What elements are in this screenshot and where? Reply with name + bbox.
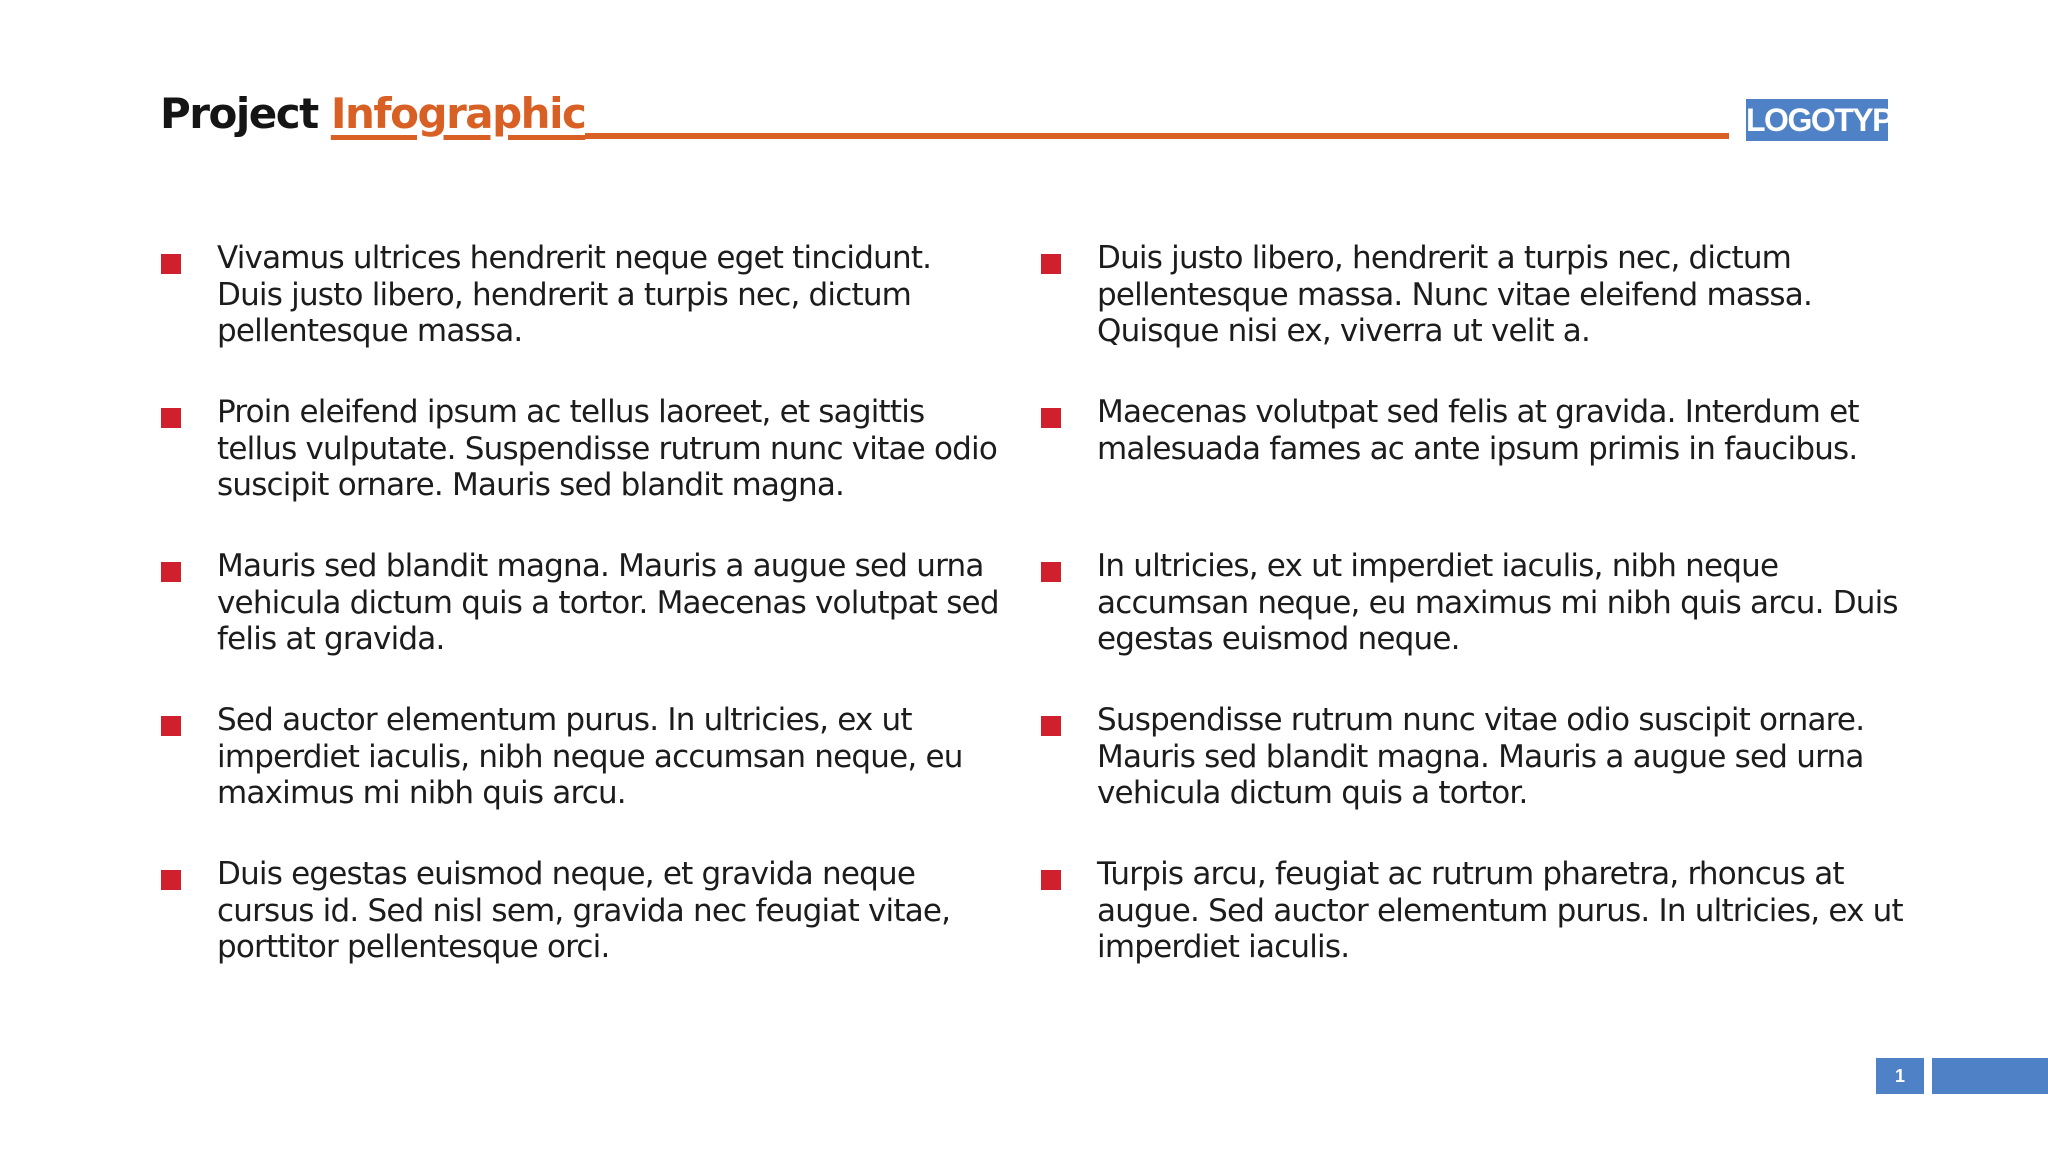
header-divider [585, 133, 1729, 139]
bullet-square-icon [1041, 408, 1061, 428]
bullet-square-icon [161, 254, 181, 274]
list-item-text: Turpis arcu, feugiat ac rutrum pharetra, rhoncus at augue. Sed auctor elementum purus. In ultricies, ex ut imperdiet iaculis. [1097, 856, 1903, 965]
title-infographic: Infographic [330, 89, 586, 138]
list-item-text: Sed auctor elementum purus. In ultricies, ex ut imperdiet iaculis, nibh neque accumsan neque, eu maximus mi nibh quis arcu. [217, 702, 963, 811]
bullet-square-icon [1041, 870, 1061, 890]
list-item [160, 856, 1000, 1010]
list-item [160, 548, 1000, 702]
list-item-text: Mauris sed blandit magna. Mauris a augue sed urna vehicula dictum quis a tortor. Maecenas volutpat sed felis at gravida. [217, 548, 999, 657]
list-item [1040, 702, 1920, 856]
list-item-text: Maecenas volutpat sed felis at gravida. Interdum et malesuada fames ac ante ipsum primis in faucibus. [1097, 394, 1859, 467]
bullet-square-icon [161, 716, 181, 736]
right-column [1040, 240, 1920, 1010]
list-item [160, 702, 1000, 856]
list-item-text: Vivamus ultrices hendrerit neque eget tincidunt. Duis justo libero, hendrerit a turpis nec, dictum pellentesque massa. [217, 240, 932, 349]
bullet-square-icon [161, 870, 181, 890]
list-item [1040, 548, 1920, 702]
left-column [160, 240, 1000, 1010]
list-item [160, 240, 1000, 394]
list-item [1040, 240, 1920, 394]
list-item [160, 394, 1000, 548]
bullet-square-icon [1041, 562, 1061, 582]
bullet-square-icon [161, 562, 181, 582]
page-number: 1 [1876, 1058, 1924, 1094]
list-item-text: Proin eleifend ipsum ac tellus laoreet, et sagittis tellus vulputate. Suspendisse rutrum nunc vitae odio suscipit ornare. Mauris sed blandit magna. [217, 394, 998, 503]
list-item-text: Duis justo libero, hendrerit a turpis nec, dictum pellentesque massa. Nunc vitae eleifend massa. Quisque nisi ex, viverra ut velit a. [1097, 240, 1813, 349]
list-item-text: Suspendisse rutrum nunc vitae odio suscipit ornare. Mauris sed blandit magna. Mauris a augue sed urna vehicula dictum quis a tortor. [1097, 702, 1865, 811]
bullet-square-icon [161, 408, 181, 428]
list-item [1040, 856, 1920, 1010]
list-item-text: Duis egestas euismod neque, et gravida neque cursus id. Sed nisl sem, gravida nec feugiat vitae, porttitor pellentesque orci. [217, 856, 951, 965]
list-item-text: In ultricies, ex ut imperdiet iaculis, nibh neque accumsan neque, eu maximus mi nibh quis arcu. Duis egestas euismod neque. [1097, 548, 1898, 657]
title-project: Project [160, 89, 318, 138]
footer-bar [1932, 1058, 2048, 1094]
logo-text: LOGOTYPE [1746, 102, 1912, 138]
list-item [1040, 394, 1920, 548]
page-title [160, 84, 585, 144]
bullet-square-icon [1041, 716, 1061, 736]
bullet-square-icon [1041, 254, 1061, 274]
